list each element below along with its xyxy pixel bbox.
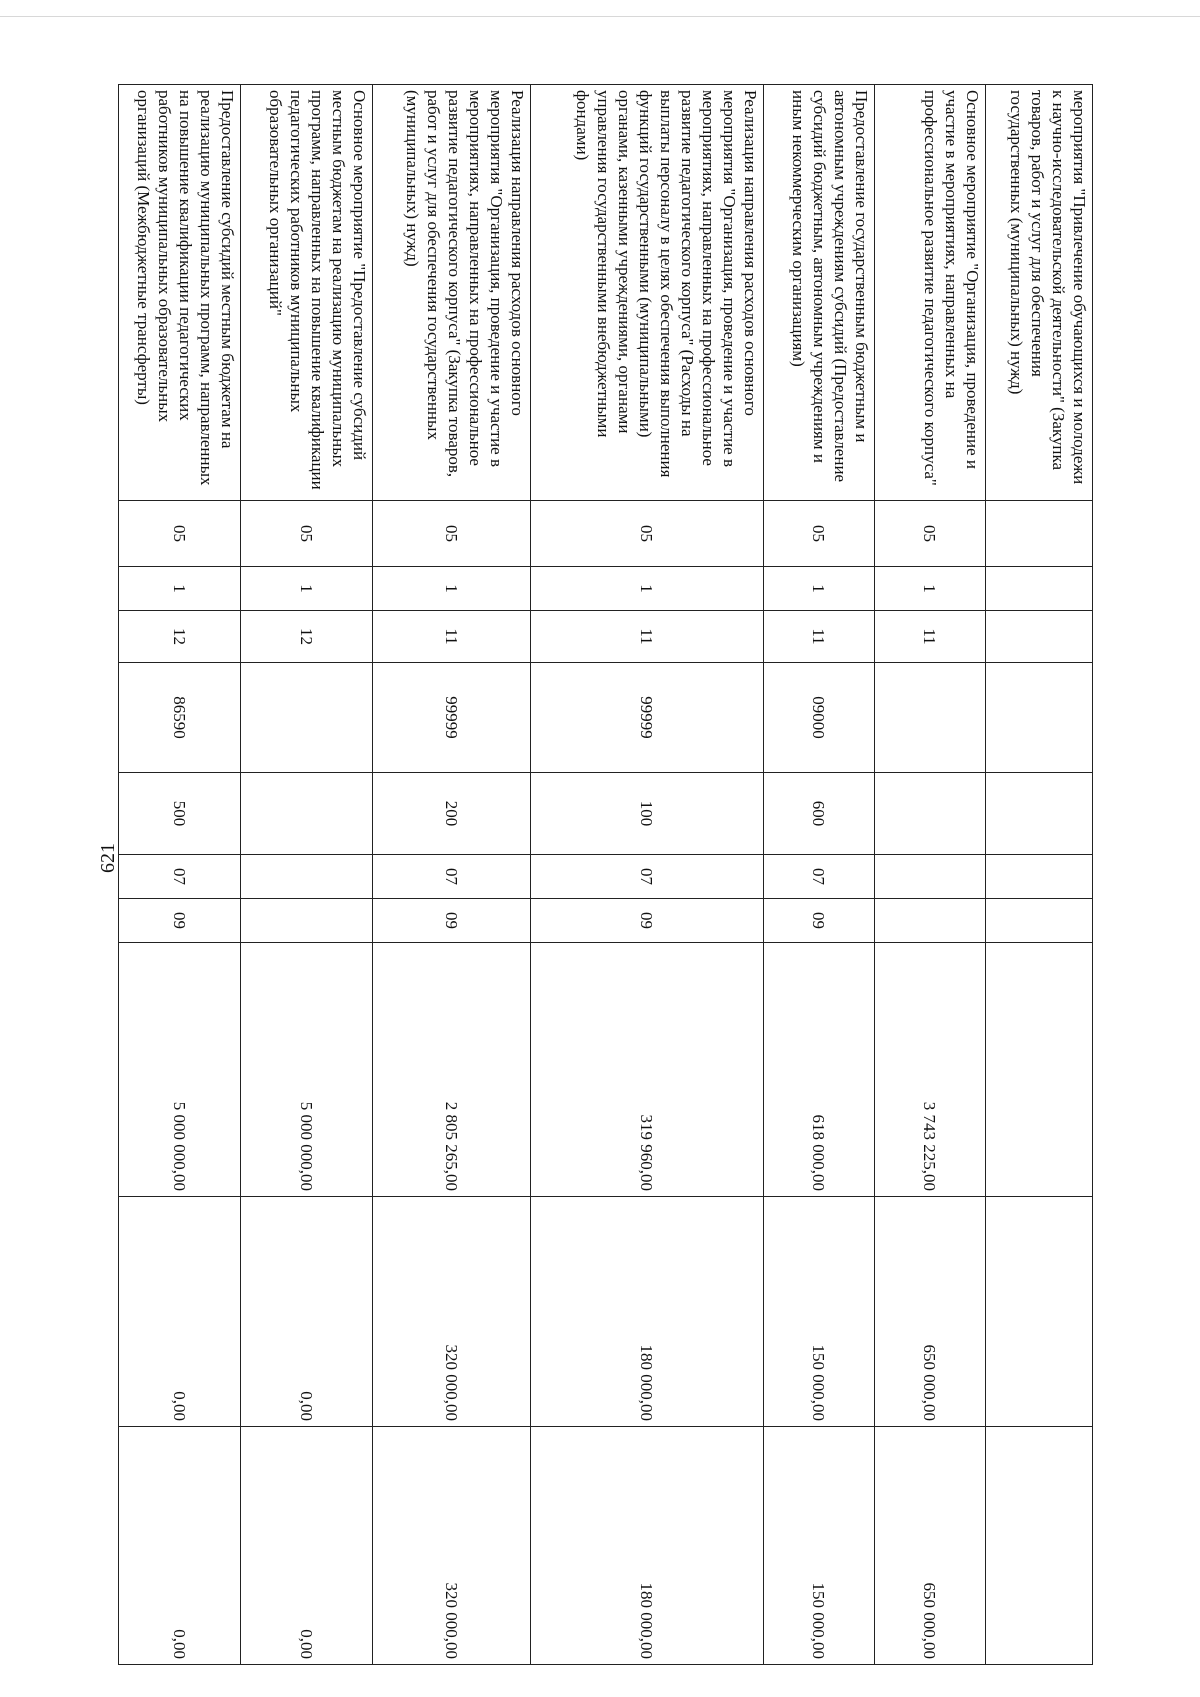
subprogram-code: 1 [763,567,874,611]
amount-year-2 [986,1197,1093,1427]
subsection-code [241,899,372,943]
subprogram-code: 1 [372,567,530,611]
amount-year-3: 650 000,00 [874,1427,985,1665]
subsection-code: 09 [530,899,763,943]
section-code: 07 [530,855,763,899]
page-number: 621 [97,843,119,873]
amount-year-3: 150 000,00 [763,1427,874,1665]
program-code [986,501,1093,567]
top-scan-edge [0,16,1200,17]
event-code: 12 [241,611,372,663]
program-code: 05 [763,501,874,567]
event-code: 11 [874,611,985,663]
section-code [986,855,1093,899]
amount-year-3: 0,00 [119,1427,241,1665]
amount-year-3: 180 000,00 [530,1427,763,1665]
program-code: 05 [372,501,530,567]
subprogram-code: 1 [530,567,763,611]
row-description: Реализация направления расходов основного мероприятия "Организация, проведение и участие в мероприятиях, направленных на профессиональное развитие педагогического корпуса" (Расходы на выплаты персоналу в целях обеспечения выполнения функций государственными (муниципальными) органами, казенными учреждениями, органами управления государственными внебюджетными фондами) [530,85,763,501]
amount-year-2: 0,00 [241,1197,372,1427]
row-description: мероприятия "Привлечение обучающихся и молодежи к научно-исследовательской деятельности" (Закупка товаров, работ и услуг для обеспечения государственных (муниципальных) нужд) [986,85,1093,501]
amount-year-1: 5 000 000,00 [241,943,372,1197]
table-row [372,85,530,1665]
event-code [986,611,1093,663]
program-code: 05 [874,501,985,567]
expense-type-code: 600 [763,773,874,855]
table-row [763,85,874,1665]
subprogram-code: 1 [874,567,985,611]
event-code: 11 [372,611,530,663]
subprogram-code: 1 [241,567,372,611]
table-row [986,85,1093,1665]
expense-type-code: 500 [119,773,241,855]
expense-type-code [986,773,1093,855]
direction-code: 99999 [372,663,530,773]
amount-year-1: 2 805 265,00 [372,943,530,1197]
amount-year-3 [986,1427,1093,1665]
row-description: Предоставление субсидий местным бюджетам на реализацию муниципальных программ, направленных на повышение квалификации педагогических работников муниципальных образовательных организаций (Межбюджетные трансферты) [119,85,241,501]
budget-table-body [119,85,1093,1665]
amount-year-2: 180 000,00 [530,1197,763,1427]
direction-code [874,663,985,773]
rotated-page-content [118,84,1093,1664]
expense-type-code: 200 [372,773,530,855]
section-code: 07 [763,855,874,899]
expense-type-code: 100 [530,773,763,855]
amount-year-3: 0,00 [241,1427,372,1665]
expense-type-code [874,773,985,855]
row-description: Основное мероприятие "Предоставление субсидий местным бюджетам на реализацию муниципальных программ, направленных на повышение квалификации педагогических работников муниципальных образовательных организаций" [241,85,372,501]
amount-year-1 [986,943,1093,1197]
program-code: 05 [119,501,241,567]
event-code: 11 [530,611,763,663]
table-row [119,85,241,1665]
section-code: 07 [119,855,241,899]
subsection-code: 09 [119,899,241,943]
subprogram-code [986,567,1093,611]
amount-year-1: 5 000 000,00 [119,943,241,1197]
amount-year-2: 150 000,00 [763,1197,874,1427]
amount-year-2: 0,00 [119,1197,241,1427]
subsection-code: 09 [372,899,530,943]
budget-table [118,84,1093,1665]
section-code [241,855,372,899]
subsection-code [874,899,985,943]
event-code: 12 [119,611,241,663]
direction-code: 86590 [119,663,241,773]
subprogram-code: 1 [119,567,241,611]
direction-code [241,663,372,773]
table-row [874,85,985,1665]
row-description: Предоставление государственным бюджетным и автономным учреждениям субсидий (Предоставление субсидий бюджетным, автономным учреждениям и иным некоммерческим организациям) [763,85,874,501]
direction-code [986,663,1093,773]
direction-code: 09000 [763,663,874,773]
direction-code: 99999 [530,663,763,773]
program-code: 05 [241,501,372,567]
table-row [241,85,372,1665]
table-row [530,85,763,1665]
amount-year-1: 618 000,00 [763,943,874,1197]
section-code: 07 [372,855,530,899]
amount-year-1: 319 960,00 [530,943,763,1197]
event-code: 11 [763,611,874,663]
amount-year-1: 3 743 225,00 [874,943,985,1197]
row-description: Реализация направления расходов основного мероприятия "Организация, проведение и участие в мероприятиях, направленных на профессиональное развитие педагогического корпуса" (Закупка товаров, работ и услуг для обеспечения государственных (муниципальных) нужд) [372,85,530,501]
subsection-code [986,899,1093,943]
amount-year-2: 650 000,00 [874,1197,985,1427]
amount-year-2: 320 000,00 [372,1197,530,1427]
program-code: 05 [530,501,763,567]
expense-type-code [241,773,372,855]
subsection-code: 09 [763,899,874,943]
row-description: Основное мероприятие "Организация, проведение и участие в мероприятиях, направленных на профессиональное развитие педагогического корпуса" [874,85,985,501]
section-code [874,855,985,899]
amount-year-3: 320 000,00 [372,1427,530,1665]
